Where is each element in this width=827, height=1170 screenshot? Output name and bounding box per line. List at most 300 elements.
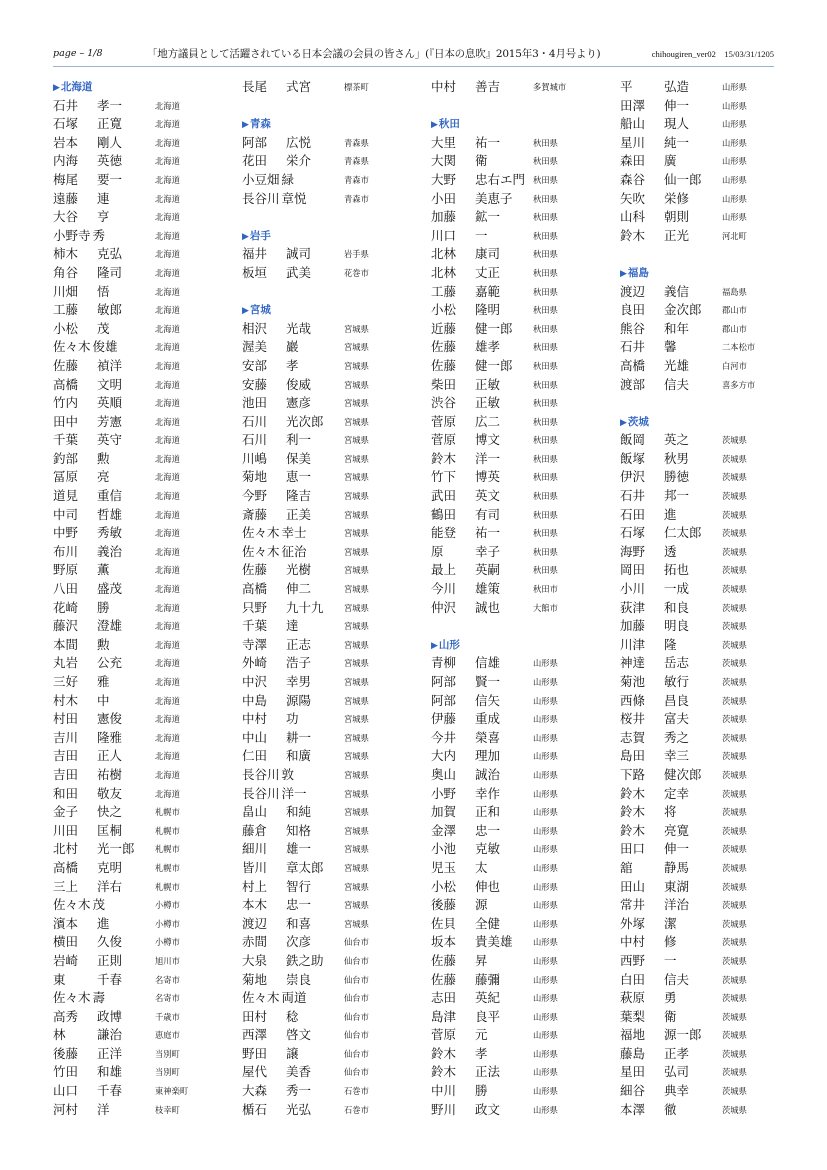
member-row: [53, 710, 223, 729]
member-surname: 大内: [431, 748, 457, 764]
region-heading-label: 山形: [438, 638, 460, 651]
member-surname: 中川: [431, 1083, 457, 1099]
member-given-name: 光樹: [286, 562, 312, 578]
member-row: [620, 747, 790, 766]
member-surname: 相沢: [242, 320, 268, 336]
member-given-name: 譲: [286, 1045, 299, 1061]
member-location: 宮城県: [344, 509, 369, 520]
member-given-name: 隆吉: [286, 488, 312, 504]
member-surname: 渡部: [620, 376, 646, 392]
member-location: 秋田県: [533, 565, 558, 576]
member-given-name: 中: [97, 692, 110, 708]
member-surname: 中島: [242, 692, 268, 708]
triangle-marker-icon: ▶: [431, 640, 438, 651]
member-surname: 高橋: [620, 357, 646, 373]
member-row: [242, 729, 412, 748]
member-surname: 高橋: [242, 581, 268, 597]
member-location: 北海道: [155, 212, 180, 223]
member-location: 多賀城市: [533, 82, 567, 92]
member-surname: 舘: [620, 859, 633, 875]
member-surname: 楯石: [242, 1101, 268, 1117]
member-row: [242, 1082, 412, 1101]
region-heading-label: 青森: [249, 118, 271, 131]
member-row: [53, 97, 223, 116]
member-given-name: 雄一: [286, 841, 312, 857]
member-surname: 野原: [53, 562, 79, 578]
member-row: [53, 283, 223, 302]
member-given-name: 美香: [286, 1064, 312, 1080]
member-row: [53, 171, 223, 190]
member-row: [431, 245, 601, 264]
member-given-name: 嘉範: [475, 283, 501, 299]
member-location: 山形県: [533, 825, 558, 836]
member-location: 山形県: [533, 918, 558, 929]
version-stamp: chihougiren_ver02 15/03/31/1205: [651, 49, 774, 59]
member-location: 宮城県: [344, 658, 369, 669]
member-row: [242, 822, 412, 841]
member-location: 宮城県: [344, 825, 369, 836]
member-given-name: 両道: [281, 990, 307, 1006]
member-surname: 鈴木: [620, 804, 646, 820]
member-surname: 外崎: [242, 655, 268, 671]
member-row: [53, 208, 223, 227]
member-given-name: 勇: [664, 990, 677, 1006]
page-number: page – 1/8: [53, 48, 103, 59]
member-row: [620, 766, 790, 785]
region-heading: [620, 264, 790, 283]
member-row: [242, 506, 412, 525]
member-row: [242, 171, 412, 190]
member-given-name: 英順: [97, 395, 123, 411]
member-surname: 冨原: [53, 469, 79, 485]
member-given-name: 理加: [475, 748, 501, 764]
member-surname: 藤島: [620, 1045, 646, 1061]
member-given-name: 拓也: [664, 562, 690, 578]
member-row: [53, 115, 223, 134]
member-row: [53, 561, 223, 580]
member-row: [53, 617, 223, 636]
member-given-name: 廣: [664, 153, 677, 169]
member-location: 北海道: [155, 249, 180, 260]
member-surname: 竹内: [53, 395, 79, 411]
member-surname: 大谷: [53, 209, 79, 225]
member-given-name: 式宮: [286, 79, 312, 94]
region-heading-label: 北海道: [60, 81, 93, 93]
member-location: 北海道: [155, 286, 180, 297]
member-given-name: 祐一: [475, 134, 501, 150]
member-row: [242, 692, 412, 711]
member-given-name: 信矢: [475, 692, 501, 708]
member-given-name: 功: [286, 711, 299, 727]
member-given-name: 東湖: [664, 878, 690, 894]
member-given-name: 智行: [286, 878, 312, 894]
member-given-name: 栄修: [664, 190, 690, 206]
member-location: 山形県: [533, 900, 558, 911]
member-surname: 西澤: [242, 1027, 268, 1043]
member-row: [53, 1063, 223, 1082]
member-given-name: 九十九: [286, 599, 324, 615]
member-surname: 最上: [431, 562, 457, 578]
member-row: [431, 78, 601, 97]
member-location: 北海道: [155, 714, 180, 725]
member-row: [620, 1026, 790, 1045]
member-location: 札幌市: [155, 807, 180, 818]
member-location: 小樽市: [155, 918, 180, 929]
member-given-name: 将: [664, 804, 677, 820]
member-surname: 良田: [620, 302, 646, 318]
member-location: 北海道: [155, 546, 180, 557]
member-given-name: 孝一: [97, 97, 123, 113]
member-surname: 児玉: [431, 859, 457, 875]
member-column-3: [431, 78, 601, 1119]
member-location: 秋田県: [533, 416, 558, 427]
member-row: [242, 413, 412, 432]
member-location: 茨城県: [722, 900, 747, 911]
member-surname: 中村: [431, 79, 457, 94]
member-location: 茨城県: [722, 825, 747, 836]
member-surname: 福地: [620, 1027, 646, 1043]
member-location: 北海道: [155, 416, 180, 427]
member-location: 仙台市: [344, 1011, 369, 1022]
member-surname: 加藤: [620, 618, 646, 634]
member-given-name: 和純: [286, 804, 312, 820]
member-location: 北海道: [155, 732, 180, 743]
member-surname: 熊谷: [620, 320, 646, 336]
member-row: [53, 134, 223, 153]
member-location: 茨城県: [722, 955, 747, 966]
member-location: 宮城県: [344, 528, 369, 539]
member-surname: 後藤: [431, 897, 457, 913]
member-row: [242, 580, 412, 599]
member-given-name: 千春: [97, 1083, 123, 1099]
member-row: [242, 1045, 412, 1064]
member-surname: 佐々木: [53, 990, 91, 1006]
member-row: [53, 822, 223, 841]
member-row: [242, 338, 412, 357]
member-location: 当別町: [155, 1067, 180, 1078]
member-surname: 原: [431, 543, 444, 559]
member-location: 仙台市: [344, 1030, 369, 1041]
member-given-name: 英紀: [475, 990, 501, 1006]
member-location: 北海道: [155, 788, 180, 799]
member-row: [53, 152, 223, 171]
member-row: [620, 208, 790, 227]
member-row: [620, 190, 790, 209]
member-given-name: 元: [475, 1027, 488, 1043]
member-surname: 石川: [242, 413, 268, 429]
member-row: [431, 431, 601, 450]
member-surname: 西野: [620, 952, 646, 968]
member-surname: 北林: [431, 246, 457, 262]
member-given-name: 連: [97, 190, 110, 206]
member-location: 北海道: [155, 677, 180, 687]
member-surname: 菅原: [431, 1027, 457, 1043]
member-location: 秋田県: [533, 286, 558, 297]
region-heading-label: 宮城: [249, 304, 271, 317]
member-surname: 渥美: [242, 339, 268, 355]
member-location: 山形県: [533, 862, 558, 873]
member-given-name: 英徳: [97, 153, 123, 169]
member-row: [242, 450, 412, 469]
member-given-name: 和雄: [97, 1064, 123, 1080]
member-given-name: 秀之: [664, 729, 690, 745]
member-location: 山形県: [533, 955, 558, 966]
member-surname: 竹田: [53, 1064, 79, 1080]
member-row: [53, 190, 223, 209]
region-heading: [620, 413, 790, 432]
region-heading: [242, 301, 412, 320]
member-row: [431, 283, 601, 302]
member-location: 秋田県: [533, 193, 558, 204]
member-row: [620, 822, 790, 841]
member-given-name: 悟: [97, 283, 110, 299]
region-heading: [242, 227, 412, 246]
member-location: 山形県: [533, 1030, 558, 1041]
member-location: 宮城県: [344, 453, 369, 464]
member-location: 石巻市: [344, 1104, 369, 1115]
member-surname: 武田: [431, 488, 457, 504]
member-row: [620, 654, 790, 673]
member-row: [242, 1101, 412, 1120]
member-given-name: 賢一: [475, 674, 501, 689]
member-row: [620, 357, 790, 376]
member-row: [242, 134, 412, 153]
member-given-name: 正孝: [664, 1045, 690, 1061]
member-surname: 林: [53, 1027, 66, 1043]
member-location: 宮城県: [344, 491, 369, 502]
member-row: [431, 1101, 601, 1120]
member-given-name: 匡桐: [97, 822, 123, 838]
member-location: 秋田県: [533, 546, 558, 557]
member-given-name: 克敏: [475, 841, 501, 857]
member-given-name: 正人: [97, 748, 123, 764]
member-surname: 小野寺: [53, 227, 91, 243]
member-location: 北海道: [155, 472, 180, 483]
member-location: 北海道: [155, 658, 180, 669]
member-row: [431, 915, 601, 934]
member-given-name: 義治: [97, 543, 123, 559]
member-given-name: 要一: [97, 171, 123, 187]
member-row: [620, 506, 790, 525]
member-given-name: 広悦: [286, 134, 312, 150]
member-row: [431, 543, 601, 562]
member-location: 茨城県: [722, 658, 747, 669]
member-location: 北海道: [155, 119, 180, 130]
member-given-name: 岳志: [664, 655, 690, 671]
member-surname: 菊地: [242, 971, 268, 987]
member-surname: 川田: [53, 822, 79, 838]
member-row: [620, 859, 790, 878]
member-surname: 石井: [620, 339, 646, 355]
member-given-name: 定幸: [664, 785, 690, 801]
member-surname: 大野: [431, 171, 457, 187]
member-location: 恵庭市: [155, 1030, 180, 1041]
member-surname: 大泉: [242, 952, 268, 968]
member-given-name: 健一郎: [475, 357, 513, 373]
member-location: 北海道: [155, 193, 180, 204]
member-location: 花巻市: [344, 267, 369, 278]
member-location: 秋田県: [533, 342, 558, 353]
member-surname: 横田: [53, 934, 79, 950]
spacer-row: [431, 97, 601, 116]
member-surname: 小川: [620, 581, 646, 597]
member-location: 北海道: [155, 323, 180, 334]
member-row: [620, 338, 790, 357]
member-given-name: 丈正: [475, 264, 501, 280]
member-surname: 田中: [53, 413, 79, 429]
document-title: 「地方議員として活躍されている日本会議の会員の皆さん」(『日本の息吹』2015年3・4月号より): [147, 48, 601, 60]
member-surname: 川口: [431, 227, 457, 243]
member-given-name: 孝: [286, 357, 299, 373]
member-surname: 金澤: [431, 822, 457, 838]
member-location: 北海道: [155, 360, 180, 371]
member-location: 山形県: [533, 1086, 558, 1097]
spacer-row: [242, 208, 412, 227]
member-location: 宮城県: [344, 807, 369, 818]
member-given-name: 和良: [664, 599, 690, 615]
member-location: 山形県: [533, 769, 558, 780]
member-surname: 渡辺: [620, 283, 646, 299]
member-surname: 三上: [53, 878, 79, 894]
member-given-name: 洋右: [97, 878, 123, 894]
member-location: 宮城県: [344, 844, 369, 855]
member-row: [620, 617, 790, 636]
member-location: 茨城県: [722, 844, 747, 855]
member-location: 山形県: [533, 714, 558, 725]
member-given-name: 隆: [664, 636, 677, 652]
member-surname: 東: [53, 971, 66, 987]
member-location: 北海道: [155, 695, 180, 706]
member-location: 山形県: [722, 193, 747, 204]
member-location: 喜多方市: [722, 379, 756, 390]
member-surname: 長谷川: [242, 785, 280, 801]
member-location: 茨城県: [722, 639, 747, 650]
member-given-name: 和喜: [286, 915, 312, 931]
member-surname: 萩原: [620, 990, 646, 1006]
member-given-name: 馨: [664, 339, 677, 355]
member-surname: 菅原: [431, 413, 457, 429]
member-surname: 渋谷: [431, 395, 457, 411]
member-surname: 小豆畑: [242, 171, 280, 187]
member-surname: 大里: [431, 134, 457, 150]
member-given-name: 洋一: [281, 785, 307, 801]
member-row: [53, 376, 223, 395]
member-given-name: 俊雄: [92, 339, 118, 355]
member-location: 宮城県: [344, 769, 369, 780]
member-location: 宮城県: [344, 584, 369, 595]
member-surname: 布川: [53, 543, 79, 559]
member-given-name: 忠右エ門: [475, 171, 526, 187]
member-row: [431, 710, 601, 729]
member-location: 宮城県: [344, 732, 369, 743]
member-row: [620, 710, 790, 729]
member-location: 秋田県: [533, 491, 558, 502]
member-given-name: 美恵子: [475, 190, 513, 206]
member-given-name: 征治: [281, 543, 307, 559]
member-location: 山形県: [722, 212, 747, 223]
member-surname: 近藤: [431, 320, 457, 336]
member-row: [242, 152, 412, 171]
member-row: [620, 1101, 790, 1120]
member-location: 岩手県: [344, 249, 369, 260]
member-location: 茨城県: [722, 881, 747, 892]
member-location: 宮城県: [344, 751, 369, 762]
member-row: [431, 989, 601, 1008]
member-row: [242, 245, 412, 264]
member-surname: 志賀: [620, 729, 646, 745]
member-surname: 川津: [620, 636, 646, 652]
member-given-name: 正則: [97, 952, 123, 968]
member-location: 秋田県: [533, 435, 558, 446]
member-row: [431, 264, 601, 283]
member-row: [431, 394, 601, 413]
member-location: 山形県: [533, 677, 558, 687]
member-location: 北海道: [155, 584, 180, 595]
member-given-name: 政文: [475, 1101, 501, 1117]
member-row: [431, 747, 601, 766]
member-given-name: 達: [286, 618, 299, 634]
member-location: 茨城県: [722, 1067, 747, 1078]
member-location: 山形県: [533, 1011, 558, 1022]
member-row: [620, 543, 790, 562]
member-given-name: 禎洋: [97, 357, 123, 373]
member-location: 宮城県: [344, 472, 369, 483]
member-row: [53, 1045, 223, 1064]
member-given-name: 憲彦: [286, 395, 312, 411]
member-location: 茨城県: [722, 1048, 747, 1059]
member-location: 秋田県: [533, 323, 558, 334]
member-location: 小樽市: [155, 937, 180, 948]
member-location: 秋田県: [533, 267, 558, 278]
member-location: 仙台市: [344, 1067, 369, 1078]
member-surname: 河村: [53, 1101, 79, 1117]
member-given-name: 重信: [97, 488, 123, 504]
member-given-name: 祐一: [475, 525, 501, 541]
member-location: 秋田県: [533, 528, 558, 539]
member-row: [620, 376, 790, 395]
member-surname: 村田: [53, 711, 79, 727]
member-location: 枝幸町: [155, 1104, 180, 1115]
member-row: [242, 190, 412, 209]
member-given-name: 敦: [281, 766, 295, 782]
member-row: [242, 636, 412, 655]
member-given-name: 潔: [664, 915, 677, 931]
member-location: 宮城県: [344, 881, 369, 892]
member-surname: 石井: [53, 97, 79, 113]
member-row: [431, 320, 601, 339]
member-given-name: 広二: [475, 413, 501, 429]
member-given-name: 幸三: [664, 748, 690, 764]
member-given-name: 透: [664, 543, 677, 559]
member-surname: 石塚: [620, 525, 646, 541]
member-given-name: 正敏: [475, 395, 501, 411]
member-given-name: 弘司: [664, 1064, 690, 1080]
member-surname: 志田: [431, 990, 457, 1006]
member-row: [620, 673, 790, 692]
member-surname: 伊沢: [620, 469, 646, 485]
member-location: 北海道: [155, 398, 180, 409]
member-given-name: 信雄: [475, 655, 501, 671]
member-row: [431, 561, 601, 580]
member-location: 大館市: [533, 602, 558, 613]
member-given-name: 善吉: [475, 79, 501, 94]
member-row: [431, 227, 601, 246]
member-row: [431, 450, 601, 469]
member-given-name: 全健: [475, 915, 501, 931]
member-given-name: 静馬: [664, 859, 690, 875]
member-location: 標茶町: [344, 82, 369, 92]
member-given-name: 現人: [664, 116, 690, 132]
